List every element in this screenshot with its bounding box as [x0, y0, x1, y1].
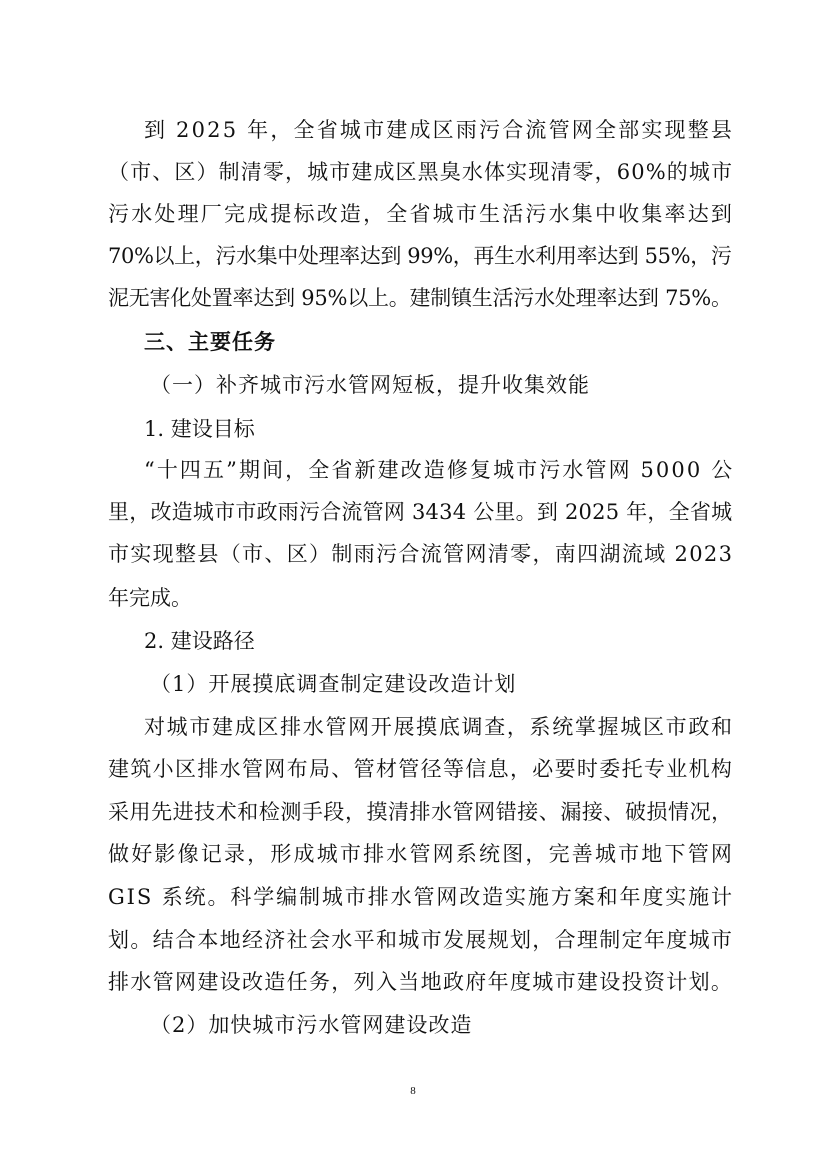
- page-number: 8: [410, 1085, 416, 1097]
- paragraph-line: 市实现整县（市、区）制雨污合流管网清零，南四湖流域 2023: [108, 542, 734, 566]
- paragraph-line: 70%以上，污水集中处理率达到 99%，再生水利用率达到 55%，污: [108, 244, 732, 268]
- paragraph-line: 对城市建成区排水管网开展摸底调查，系统掌握城区市政和: [144, 715, 734, 739]
- paragraph-line: 到 2025 年，全省城市建成区雨污合流管网全部实现整县: [144, 118, 735, 142]
- paragraph-line: 里，改造城市市政雨污合流管网 3434 公里。到 2025 年，全省城: [108, 500, 733, 524]
- subsection-heading: （一）补齐城市污水管网短板，提升收集效能: [150, 373, 590, 397]
- item-heading: 2. 建设路径: [144, 629, 255, 653]
- paragraph-line: GIS 系统。科学编制城市排水管网改造实施方案和年度实施计: [108, 885, 734, 909]
- paragraph-line: 采用先进技术和检测手段，摸清排水管网错接、漏接、破损情况，: [108, 800, 733, 824]
- paragraph-line: 泥无害化处置率达到 95%以上。建制镇生活污水处理率达到 75%。: [108, 286, 732, 310]
- paragraph-line: 划。结合本地经济社会水平和城市发展规划，合理制定年度城市: [108, 928, 734, 952]
- paragraph-line: 建筑小区排水管网布局、管材管径等信息，必要时委托专业机构: [108, 757, 734, 781]
- paragraph-line: 做好影像记录，形成城市排水管网系统图，完善城市地下管网: [108, 842, 735, 866]
- section-heading: 三、主要任务: [144, 330, 276, 354]
- subitem-heading: （2）加快城市污水管网建设改造: [150, 1013, 473, 1037]
- paragraph-line: 污水处理厂完成提标改造，全省城市生活污水集中收集率达到: [108, 202, 735, 226]
- item-heading: 1. 建设目标: [144, 417, 255, 441]
- subitem-heading: （1）开展摸底调查制定建设改造计划: [150, 672, 517, 696]
- paragraph-line: “十四五”期间，全省新建改造修复城市污水管网 5000 公: [144, 458, 735, 482]
- paragraph-line: （市、区）制清零，城市建成区黑臭水体实现清零，60%的城市: [108, 160, 734, 184]
- paragraph-line: 排水管网建设改造任务，列入当地政府年度城市建设投资计划。: [108, 970, 734, 994]
- paragraph-line: 年完成。: [108, 586, 192, 610]
